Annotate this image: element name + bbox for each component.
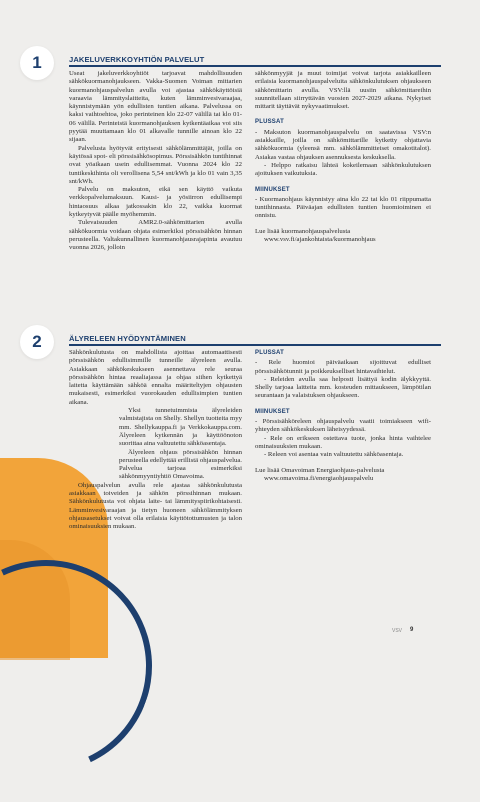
page-number: 9 <box>410 627 414 633</box>
list-item: - Helppo ratkaisu lähteä kokeilemaan sähkönkulutuksen ajoituksen vaikutuksia. <box>255 161 431 178</box>
paragraph: Useat jakeluverkkoyhtiöt tarjoavat mahdollisuuden sähkökuormanohjaukseen. Vakka-Suomen Voiman mittarien kuormanohjauspalvelun avulla voi ajastaa sähkökäyttöisiä varaavia lämmityslaitteita, kuten lämminvesivaraajaa, käynnistymään yön edullisten tuntien aikana. Palvelussa on kaksi vaihtoehtoa, joko perinteinen klo 22-07 välillä tai klo 01-06 välillä. Perinteistä kuormanohjauksen kytkentäaikaa voi siis pyytää muuttamaan klo 01 alkavalle tunnille ainoan klo 22 sijaan. <box>69 70 242 144</box>
navy-arc-decoration <box>0 530 182 802</box>
section-1-rule <box>69 65 441 67</box>
more-info-link[interactable]: www.omavoima.fi/energiaohjauspalvelu <box>264 474 374 482</box>
footer-brand: VSV <box>392 628 403 634</box>
list-item: - Releen voi asentaa vain valtuutettu sähköasentaja. <box>264 451 404 459</box>
section-2-rule <box>69 344 441 346</box>
list-item: - Maksuton kuormanohjauspalvelu on saatavissa VSV:n asiakkaille, joilla on sähkömittarille kytketty ohjattavia sähkökuormia (yleensä mm. sähkölämmitteiset omakotitalot). Asiakas vastaa ohjauksen asennuksesta keskuksella. <box>255 128 431 161</box>
list-item: - Pörssisähköreleen ohjauspalvelu vaatii toimiakseen wifi-yhteyden sähkökeskuksen läheisyydessä. <box>255 418 431 434</box>
paragraph: Ohjauspalvelun avulla rele ajastaa sähkönkulutusta asiakkaan toiveiden ja sähkön pörssihinnan mukaan. Sähkönkulutusta voi ohjata laite- tai lämmityspiirikohtaisesti. Lämminvesivaraajan ja tietyn huoneen sähkölämmityksen ohjausasetukset voivat olla erilaisia käyttötottumusten ja talon ominaisuuksien mukaan. <box>69 481 242 531</box>
section-2-right-column <box>255 349 431 483</box>
section-2-heading: ÄLYRELEEN HYÖDYNTÄMINEN <box>69 334 186 343</box>
paragraph: Yksi tunnetuimmista älyreleiden valmistajista on Shelly. Shellyn tuotteita myy mm. Shellykauppa.fi ja Verkkokauppa.com. Älyreleen kytkennän ja käyttöönoton suorittaa aina valtuutettu sähköasentaja. <box>119 407 242 448</box>
miinukset-title: MIINUKSET <box>255 408 290 415</box>
section-1-left-column <box>69 70 242 253</box>
paragraph: Tulevaisuuden AMR2.0-sähkömittarien avulla sähkökuormia voidaan ohjata esimerkiksi pörssisähkön hinnan perusteella. Valtakunnallinen kuormanohjausrajapinta avautuu vuonna 2026, jolloin <box>69 219 242 252</box>
section-1-number: 1 <box>20 46 54 80</box>
list-item: - Rele huomioi päiväaikaan sijoittuvat edulliset pörssisähkötunnit ja poikkeukselliset hintavaihtelut. <box>255 359 431 375</box>
miinukset-title: MIINUKSET <box>255 186 290 193</box>
section-1-heading: JAKELUVERKKOYHTIÖN PALVELUT <box>69 55 205 64</box>
paragraph: sähkönmyyjät ja muut toimijat voivat tarjota asiakkailleen erilaisia kuormanohjauspalveluita sähkönkulutuksen ohjaukseen sähkömittarin avulla. VSV:llä uusiin sähkömittareihin suunnitellaan siirryttävän vuosien 2027-2029 aikana. Nykyiset mittarit täyttävät nykyvaatimukset. <box>255 70 431 111</box>
more-info-text: Lue lisää Omavoiman Energiaohjaus-palvelusta <box>255 466 385 474</box>
plussat-title: PLUSSAT <box>255 119 284 126</box>
paragraph: Älyreleen ohjaus pörssisähkön hinnan perusteella edellyttää erillistä ohjauspalvelua. Palvelua tarjoaa esimerkiksi sähkönmyyntiyhtiö Omavoima. <box>119 448 242 481</box>
paragraph: Palvelu on maksuton, eikä sen käyttö vaikuta verkkopalvelumaksuun. Kausi- ja yösiirron edullisempi hintaosuus alkaa jatkossakin klo 22, vaikka kuormat kytkeytyvät päälle myöhemmin. <box>69 186 242 219</box>
plussat-title: PLUSSAT <box>255 350 284 356</box>
more-info-link[interactable]: www.vsv.fi/ajankohtaista/kuormanohjaus <box>264 236 376 244</box>
list-item: - Rele on erikseen ostettava tuote, jonka hinta vaihtelee ominaisuuksien mukaan. <box>255 434 431 450</box>
more-info-text: Lue lisää kuormanohjauspalvelusta <box>255 227 351 235</box>
list-item: - Kuormanohjaus käynnistyy aina klo 22 tai klo 01 riippumatta tuntihinnasta. Päiväajan edullisten tuntien huomioiminen ei onnistu. <box>255 195 431 220</box>
list-item: - Releiden avulla saa helposti lisättyä kodin älykkyyttä. Shelly tarjoaa laitteita mm. kosteuden mittaukseen, lämpötilan seurantaan ja valaistuksen ohjaukseen. <box>255 375 431 400</box>
section-2-number: 2 <box>20 325 54 359</box>
paragraph: Sähkönkulutusta on mahdollista ajoittaa automaattisesti pörssisähkön edullisimmille tunneille älyreleen avulla. Asiakkaan sähkökeskukseen asennettava rele seuraa pörssisähkön hintaa reaaliajassa ja ohjaa siihen kytkettyä laitetta käyttämään sähköä ennalta määriteltyjen ohjausten mukaisesti, esimerkiksi vuorokauden edullisimpien tuntien aikana. <box>69 349 242 406</box>
section-1-right-column <box>255 70 431 244</box>
paragraph: Palvelusta hyötyvät erityisesti sähkölämmittäjät, joilla on käytössä spot- eli pörssisähkösopimus. Pörssisähkön tuntihinnat ovat yöaikaan usein edullisemmat. Vuonna 2024 klo 22 tuntikeskihinta oli verollisena 5,54 snt/kWh ja klo 01 vain 3,35 snt/kWh. <box>69 144 242 185</box>
section-2-left-column <box>69 349 242 532</box>
